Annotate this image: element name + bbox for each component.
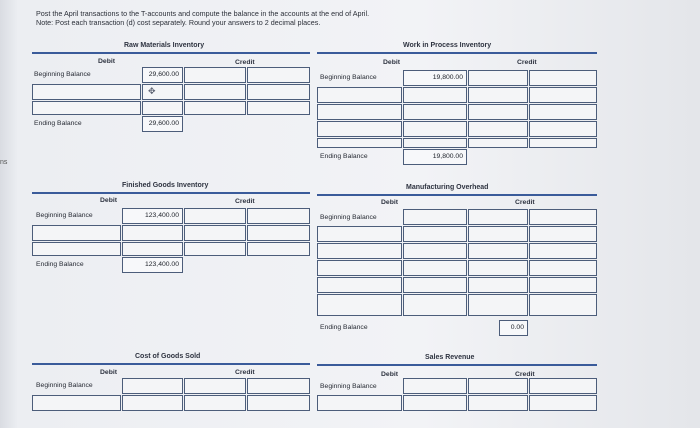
credit-entry-input[interactable]	[184, 84, 246, 100]
ending-balance-label: Ending Balance	[34, 120, 82, 127]
credit-amount-input[interactable]	[247, 225, 310, 241]
t-account-title: Work in Process Inventory	[403, 42, 492, 49]
credit-amount-input[interactable]	[529, 395, 597, 411]
debit-amount-input[interactable]	[403, 87, 467, 103]
credit-label: Credit	[235, 369, 255, 376]
debit-entry-input[interactable]	[317, 277, 402, 293]
t-account-title: Finished Goods Inventory	[122, 182, 209, 189]
credit-amount-input[interactable]	[529, 138, 597, 148]
credit-amount-input[interactable]	[529, 294, 597, 316]
t-account-title: Raw Materials Inventory	[124, 42, 205, 49]
credit-entry-input[interactable]	[184, 101, 246, 115]
instructions	[36, 9, 676, 27]
debit-label: Debit	[100, 197, 117, 204]
debit-amount-input[interactable]	[403, 277, 467, 293]
debit-beginning-input[interactable]: 29,600.00	[142, 67, 183, 83]
credit-entry-input[interactable]	[468, 87, 528, 103]
debit-amount-input[interactable]	[403, 260, 467, 276]
debit-label: Debit	[383, 59, 400, 66]
debit-beginning-input[interactable]: 19,800.00	[403, 70, 467, 86]
credit-amount-input[interactable]	[529, 277, 597, 293]
credit-amount-input[interactable]	[529, 121, 597, 137]
t-account-finished-goods	[32, 178, 310, 282]
t-account-header-bar	[32, 52, 310, 54]
t-account-title: Manufacturing Overhead	[406, 184, 489, 191]
debit-entry-input[interactable]	[32, 395, 121, 411]
instructions-line-1: Post the April transactions to the T-accounts and compute the balance in the accounts at the end of April.	[36, 9, 370, 18]
credit-entry-input[interactable]	[468, 395, 528, 411]
credit-amount-input[interactable]	[529, 226, 597, 242]
credit-amount-input[interactable]	[247, 395, 310, 411]
debit-amount-input[interactable]	[142, 101, 183, 115]
debit-entry-input[interactable]	[317, 87, 402, 103]
credit-amount-input[interactable]	[529, 209, 597, 225]
debit-amount-input[interactable]	[403, 243, 467, 259]
debit-amount-input[interactable]	[403, 378, 467, 394]
credit-label: Credit	[515, 371, 535, 378]
debit-entry-input[interactable]	[32, 225, 121, 241]
beginning-balance-label: Beginning Balance	[36, 212, 93, 219]
t-account-title: Cost of Goods Sold	[135, 353, 201, 360]
t-account-manufacturing-overhead	[317, 181, 597, 339]
credit-entry-input[interactable]	[468, 209, 528, 225]
debit-amount-input[interactable]	[403, 138, 467, 148]
beginning-balance-label: Beginning Balance	[34, 71, 91, 78]
debit-entry-input[interactable]	[32, 242, 121, 256]
t-account-cost-of-goods-sold	[32, 351, 310, 413]
credit-amount-input[interactable]	[529, 378, 597, 394]
debit-amount-input[interactable]	[403, 209, 467, 225]
t-account-sales-revenue	[317, 353, 597, 415]
t-account-header-bar	[32, 363, 310, 365]
credit-entry-input[interactable]	[184, 395, 246, 411]
t-account-title: Sales Revenue	[425, 354, 475, 361]
debit-beginning-input[interactable]: 123,400.00	[122, 208, 183, 224]
debit-amount-input[interactable]	[122, 395, 183, 411]
debit-entry-input[interactable]	[317, 294, 402, 316]
t-account-header-bar	[32, 192, 310, 194]
debit-amount-input[interactable]	[403, 104, 467, 120]
credit-amount-input[interactable]	[529, 260, 597, 276]
credit-ending-balance-input[interactable]: 0.00	[499, 320, 528, 336]
credit-amount-input[interactable]	[529, 243, 597, 259]
credit-entry-input[interactable]	[468, 70, 528, 86]
edge-mark: ns	[0, 159, 8, 166]
credit-amount-input[interactable]	[247, 242, 310, 256]
debit-amount-input[interactable]	[403, 226, 467, 242]
credit-entry-input[interactable]	[184, 225, 246, 241]
debit-label: Debit	[381, 199, 398, 206]
credit-entry-input[interactable]	[468, 121, 528, 137]
ending-balance-label: Ending Balance	[320, 153, 368, 160]
debit-entry-input[interactable]	[317, 104, 402, 120]
t-account-work-in-process	[317, 38, 597, 168]
ending-balance-label: Ending Balance	[36, 261, 84, 268]
debit-amount-input[interactable]	[122, 242, 183, 256]
debit-entry-input[interactable]	[317, 243, 402, 259]
t-account-header-bar	[317, 364, 597, 366]
debit-ending-balance-input[interactable]: 29,600.00	[142, 116, 183, 132]
credit-label: Credit	[235, 198, 255, 205]
debit-entry-input[interactable]	[317, 395, 402, 411]
credit-amount-input[interactable]	[529, 70, 597, 86]
credit-amount-input[interactable]	[529, 87, 597, 103]
debit-amount-input[interactable]	[403, 294, 467, 316]
debit-label: Debit	[98, 58, 115, 65]
credit-label: Credit	[235, 59, 255, 66]
debit-amount-input[interactable]	[403, 395, 467, 411]
credit-amount-input[interactable]	[247, 84, 310, 100]
credit-entry-input[interactable]	[468, 226, 528, 242]
debit-entry-input[interactable]	[32, 101, 141, 115]
credit-entry-input[interactable]	[468, 138, 528, 148]
credit-amount-input[interactable]	[529, 104, 597, 120]
beginning-balance-label: Beginning Balance	[320, 214, 377, 221]
ending-balance-label: Ending Balance	[320, 324, 368, 331]
beginning-balance-label: Beginning Balance	[320, 74, 377, 81]
debit-entry-input[interactable]	[317, 226, 402, 242]
beginning-balance-label: Beginning Balance	[320, 383, 377, 390]
credit-entry-input[interactable]	[184, 242, 246, 256]
debit-label: Debit	[100, 369, 117, 376]
debit-amount-input[interactable]	[122, 378, 183, 394]
credit-entry-input[interactable]	[184, 208, 246, 224]
credit-amount-input[interactable]	[247, 378, 310, 394]
t-account-header-bar	[317, 52, 597, 54]
credit-entry-input[interactable]	[184, 378, 246, 394]
instructions-line-2: Note: Post each transaction (d) cost separately. Round your answers to 2 decimal places.	[36, 18, 321, 27]
credit-label: Credit	[517, 59, 537, 66]
credit-entry-input[interactable]	[468, 104, 528, 120]
credit-entry-input[interactable]	[468, 294, 528, 316]
move-cursor-icon: ✥	[148, 86, 156, 96]
credit-amount-input[interactable]	[247, 101, 310, 115]
beginning-balance-label: Beginning Balance	[36, 382, 93, 389]
credit-amount-input[interactable]	[247, 67, 310, 83]
credit-entry-input[interactable]	[184, 67, 246, 83]
credit-entry-input[interactable]	[468, 378, 528, 394]
debit-amount-input[interactable]	[403, 121, 467, 137]
credit-entry-input[interactable]	[468, 260, 528, 276]
debit-ending-balance-input[interactable]: 19,800.00	[403, 149, 467, 165]
credit-label: Credit	[515, 199, 535, 206]
t-account-raw-materials	[32, 38, 310, 138]
credit-amount-input[interactable]	[247, 208, 310, 224]
debit-entry-input[interactable]	[317, 138, 402, 148]
debit-ending-balance-input[interactable]: 123,400.00	[122, 257, 183, 273]
debit-entry-input[interactable]	[317, 121, 402, 137]
debit-amount-input[interactable]	[122, 225, 183, 241]
t-account-header-bar	[317, 194, 597, 196]
debit-label: Debit	[381, 371, 398, 378]
debit-entry-input[interactable]	[317, 260, 402, 276]
credit-entry-input[interactable]	[468, 243, 528, 259]
debit-entry-input[interactable]	[32, 84, 141, 100]
credit-entry-input[interactable]	[468, 277, 528, 293]
